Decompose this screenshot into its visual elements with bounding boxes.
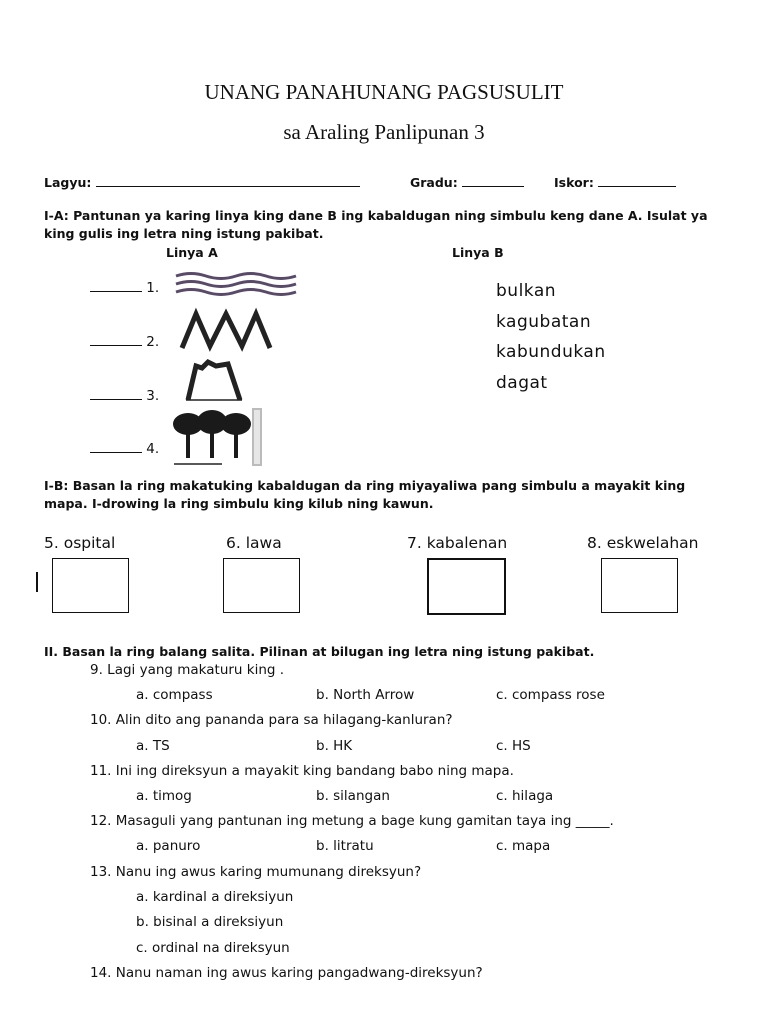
q10-option-a[interactable]: a. TS	[136, 738, 170, 754]
item-3-number: 3.	[146, 388, 160, 404]
q9-option-c[interactable]: c. compass rose	[496, 687, 605, 703]
name-field[interactable]	[44, 175, 360, 190]
item-3-row[interactable]	[90, 388, 159, 404]
q11-option-a[interactable]: a. timog	[136, 788, 192, 804]
score-label: Iskor:	[554, 175, 594, 190]
q13-option-b[interactable]: b. bisinal a direksiyun	[136, 914, 284, 930]
item-7-label: 7. kabalenan	[407, 534, 508, 552]
plateau-icon	[184, 358, 244, 402]
q12-option-c[interactable]: c. mapa	[496, 838, 551, 854]
column-b-header: Linya B	[452, 245, 504, 260]
part-1b-instruction: I-B: Basan la ring makatuking kabaldugan da ring miyayaliwa pang simbulu a mayakit king mapa. I-drowing la ring simbulu king kilub ning kawun.	[44, 478, 686, 511]
part-1a-instruction: I-A: Pantunan ya karing linya king dane B ing kabaldugan ning simbulu keng dane A. Isulat ya king gulis ing letra ning istung pakibat.	[44, 208, 708, 241]
answer-blank-1[interactable]	[90, 290, 142, 292]
item-1-row[interactable]	[90, 280, 159, 296]
item-2-row[interactable]	[90, 334, 159, 350]
item-4-number: 4.	[146, 441, 160, 457]
volcano-zigzag-icon	[180, 310, 272, 350]
q11-option-c[interactable]: c. hilaga	[496, 788, 554, 804]
q10-option-b[interactable]: b. HK	[316, 738, 353, 754]
q13-option-a[interactable]: a. kardinal a direksiyun	[136, 889, 294, 905]
page-title: UNANG PANAHUNANG PAGSUSULIT	[204, 80, 564, 104]
choice-dagat: dagat	[496, 373, 548, 393]
item-4-row[interactable]	[90, 441, 159, 457]
question-12: 12. Masaguli yang pantunan ing metung a bage kung gamitan taya ing _____.	[90, 813, 614, 829]
grade-label: Gradu:	[410, 175, 458, 190]
answer-blank-4[interactable]	[90, 451, 142, 453]
name-blank[interactable]	[96, 185, 360, 187]
q12-option-b[interactable]: b. litratu	[316, 838, 374, 854]
question-14: 14. Nanu naman ing awus karing pangadwang-direksyun?	[90, 965, 483, 981]
question-13: 13. Nanu ing awus karing mumunang direksyun?	[90, 864, 422, 880]
answer-blank-2[interactable]	[90, 344, 142, 346]
drawing-box-5[interactable]	[52, 558, 129, 613]
question-11: 11. Ini ing direksyun a mayakit king bandang babo ning mapa.	[90, 763, 514, 779]
choice-kabundukan: kabundukan	[496, 342, 606, 362]
q9-option-a[interactable]: a. compass	[136, 687, 213, 703]
drawing-box-6[interactable]	[223, 558, 300, 613]
question-9: 9. Lagi yang makaturu king .	[90, 662, 285, 678]
q13-option-c[interactable]: c. ordinal na direksyun	[136, 940, 290, 956]
question-10: 10. Alin dito ang pananda para sa hilagang-kanluran?	[90, 712, 453, 728]
item-1-number: 1.	[146, 280, 160, 296]
q9-option-b[interactable]: b. North Arrow	[316, 687, 415, 703]
waves-icon	[174, 270, 298, 298]
score-field[interactable]	[554, 175, 676, 190]
item-6-label: 6. lawa	[226, 534, 282, 552]
choice-bulkan: bulkan	[496, 281, 557, 301]
part-2-instruction: II. Basan la ring balang salita. Pilinan at bilugan ing letra ning istung pakibat.	[44, 644, 595, 659]
q10-option-c[interactable]: c. HS	[496, 738, 531, 754]
grade-field[interactable]	[410, 175, 524, 190]
choice-kagubatan: kagubatan	[496, 312, 592, 332]
item-2-number: 2.	[146, 334, 160, 350]
name-label: Lagyu:	[44, 175, 92, 190]
page-subtitle: sa Araling Panlipunan 3	[283, 120, 485, 144]
answer-blank-3[interactable]	[90, 398, 142, 400]
q11-option-b[interactable]: b. silangan	[316, 788, 390, 804]
score-blank[interactable]	[598, 185, 676, 187]
grade-blank[interactable]	[462, 185, 524, 187]
q12-option-a[interactable]: a. panuro	[136, 838, 201, 854]
item-8-label: 8. eskwelahan	[587, 534, 699, 552]
forest-icon	[172, 408, 266, 466]
item-5-label: 5. ospital	[44, 534, 116, 552]
stray-mark	[36, 572, 38, 592]
column-a-header: Linya A	[166, 245, 218, 260]
drawing-box-7[interactable]	[427, 558, 506, 615]
drawing-box-8[interactable]	[601, 558, 678, 613]
